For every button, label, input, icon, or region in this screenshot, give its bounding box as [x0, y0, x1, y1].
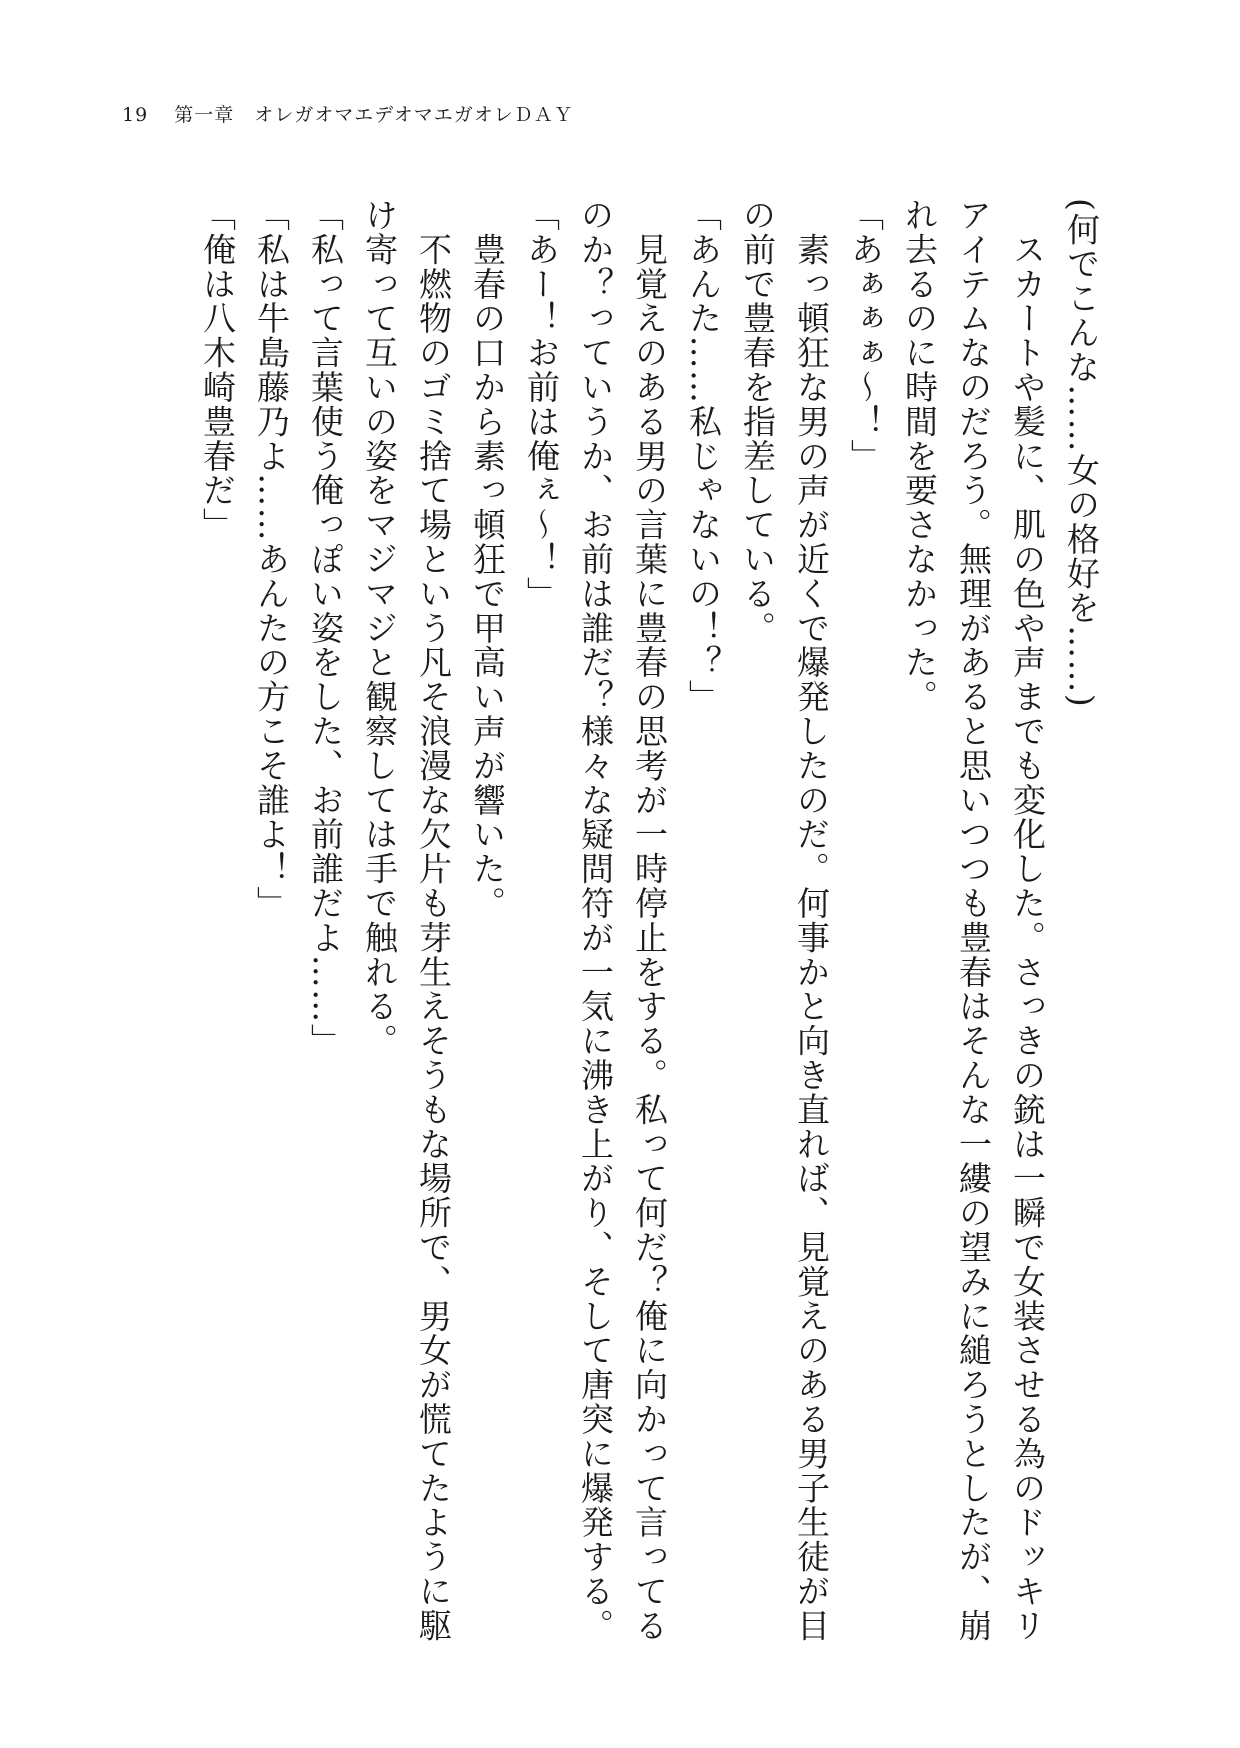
running-head	[122, 106, 574, 125]
paragraph: 「あぁぁぁ～！」	[846, 198, 885, 474]
paragraph: 豊春の口から素っ頓狂で甲高い声が響いた。	[468, 198, 507, 921]
paragraph: 「私って言葉使う俺っぽい姿をした、お前誰だよ……」	[306, 198, 345, 1058]
page-number: 19	[122, 104, 149, 126]
paragraph: 不燃物のゴミ捨て場という凡そ浪漫な欠片も芽生えそうもな場所で、男女が慌てたように駆け寄って互いの姿をマジマジと観察しては手で触れる。	[360, 198, 453, 1643]
paragraph: 「俺は八木崎豊春だ」	[198, 198, 237, 542]
paragraph: 素っ頓狂な男の声が近くで爆発したのだ。何事かと向き直れば、見覚えのある男子生徒が目の前で豊春を指差している。	[738, 198, 831, 1643]
paragraph: 「あー！お前は俺ぇ～！」	[522, 198, 561, 611]
paragraph: (何でこんな……女の格好を……)	[1062, 198, 1101, 709]
paragraph: 見覚えのある男の言葉に豊春の思考が一時停止をする。私って何だ？俺に向かって言ってるのか？っていうか、お前は誰だ？様々な疑問符が一気に沸き上がり、そして唐突に爆発する。	[576, 198, 669, 1643]
paragraph: 「あんた……私じゃないの！？」	[684, 198, 723, 714]
body-text	[108, 198, 1108, 1648]
paragraph: 「私は牛島藤乃よ……あんたの方こそ誰よ！」	[252, 198, 291, 921]
chapter-title: 第一章 オレガオマエデオマエガオレＤＡＹ	[174, 104, 574, 126]
paragraph: スカートや髪に、肌の色や声までも変化した。さっきの銃は一瞬で女装させる為のドッキリアイテムなのだろう。無理があると思いつつも豊春はそんな一縷の望みに縋ろうとしたが、崩れ去るのに時間を要さなかった。	[900, 198, 1047, 1643]
